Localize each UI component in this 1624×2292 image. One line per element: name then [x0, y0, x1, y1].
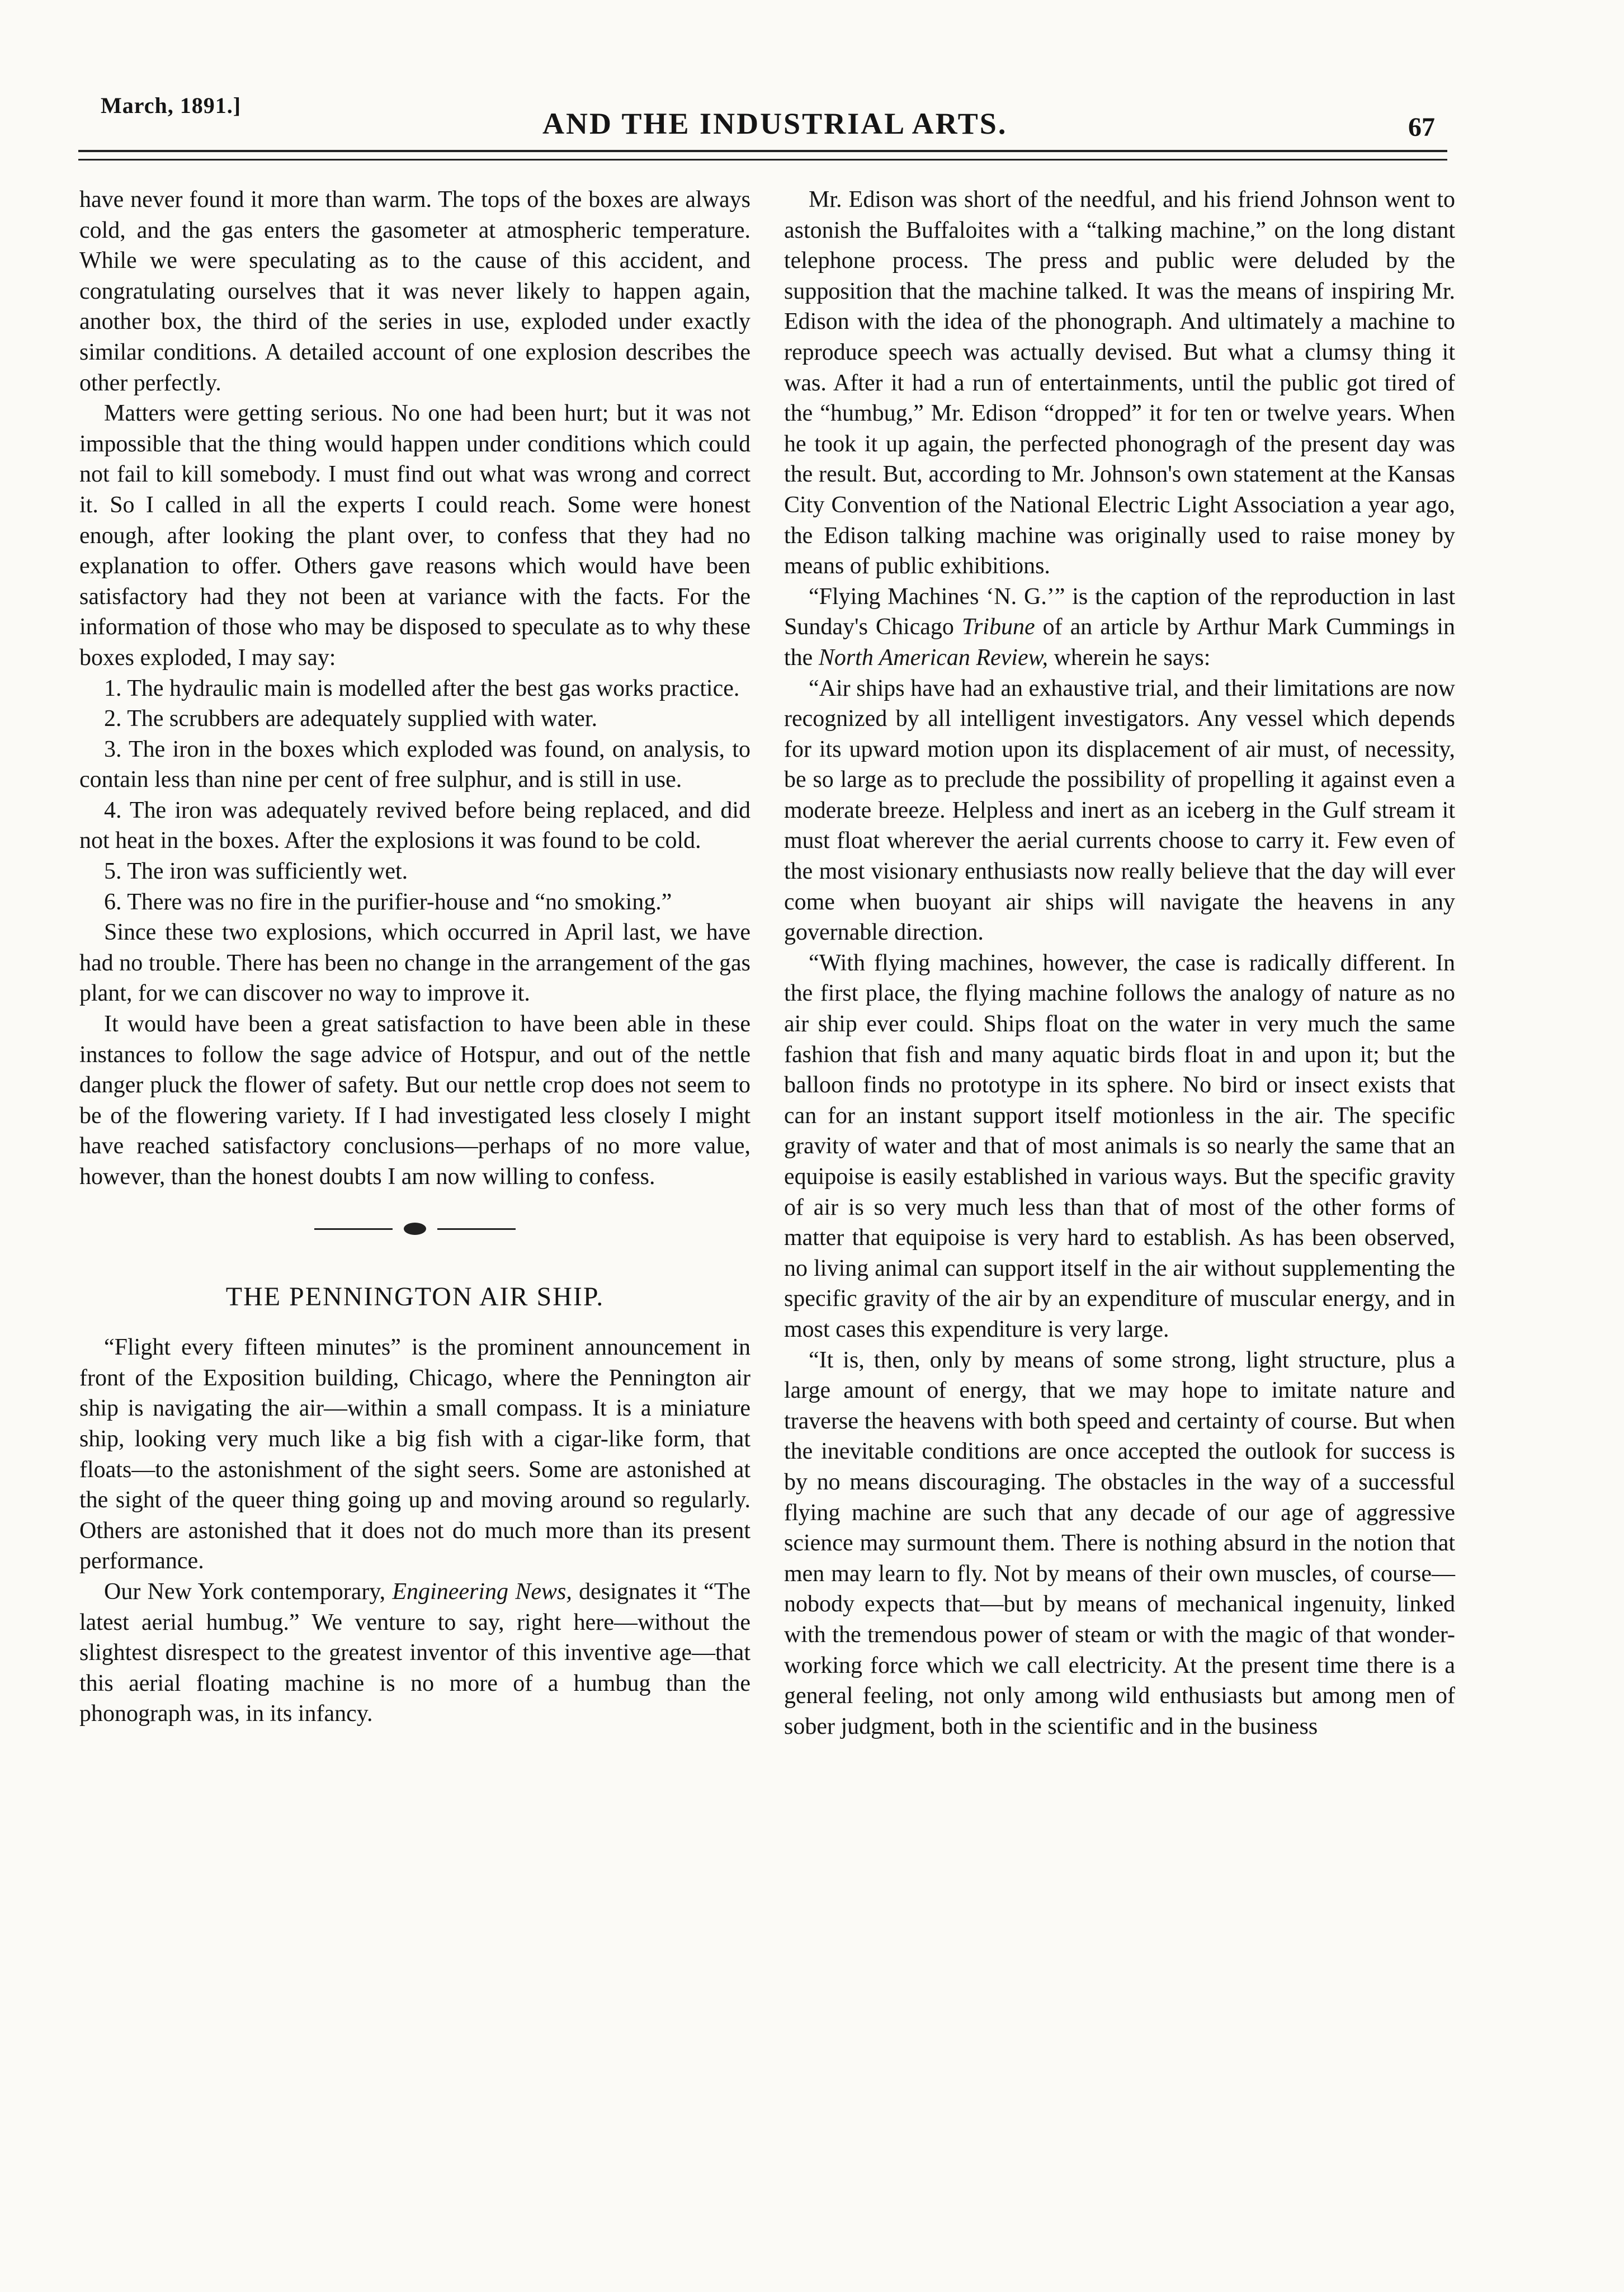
left-column: [79, 185, 750, 1729]
header-rule-top: [78, 150, 1447, 152]
list-item: 4. The iron was adequately revived before being replaced, and did not heat in the boxes. After the explosions it was found to be cold.: [79, 797, 750, 854]
article-title: THE PENNINGTON AIR SHIP.: [225, 1281, 605, 1312]
issue-date: March, 1891.]: [101, 93, 242, 118]
quoted-paragraph: “It is, then, only by means of some strong, light structure, plus a large amount of energy, that we may hope to imitate nature and traverse the heavens with both speed and certainty of course. But when the inevitable conditions are once accepted the outlook for success is by no means discouraging. The obstacles in the way of a successful flying machine are such that any decade of our age of aggressive science may surmount them. There is nothing absurd in the notion that men may learn to fly. Not by means of their own muscles, of course—nobody expects that—but by means of mechanical ingenuity, linked with the tremendous power of steam or with the magic of that wonder-working force which we call electricity. At the present time there is a general feeling, not only among wild enthusiasts but among men of sober judgment, both in the scientific and in the business: [784, 1347, 1455, 1739]
quoted-paragraph: “Air ships have had an exhaustive trial, and their limitations are now recognized by all intelligent investigators. Any vessel which depends for its upward motion upon its displacement of air must, of necessity, be so large as to preclude the possibility of propelling it against even a moderate breeze. Helpless and inert as an iceberg in the Gulf stream it must float wherever the aerial currents choose to carry it. Few even of the most visionary enthusiasts now really believe that the day will ever come when buoyant air ships will navigate the heavens in any governable direction.: [784, 675, 1455, 946]
publication-name: Tribune: [961, 614, 1035, 640]
list-item: 1. The hydraulic main is modelled after the best gas works practice.: [104, 675, 740, 701]
header-rule-bottom: [78, 159, 1447, 161]
right-column: [784, 185, 1455, 1742]
running-title: AND THE INDUSTRIAL ARTS.: [542, 107, 1008, 140]
publication-name: Engineering News,: [392, 1578, 572, 1605]
quoted-paragraph: “With flying machines, however, the case is radically different. In the first place, the flying machine follows the analogy of nature as no air ship ever could. Ships float on the water in very much the same fashion that fish and many aquatic birds float in and upon it; but the balloon finds no prototype in its sphere. No bird or insect exists that can for an instant support itself motionless in the air. The specific gravity of water and that of most animals is so nearly the same that an equipoise is easily established in various ways. But the specific gravity of air is so very much less than that of most of the other forms of matter that equipoise is very hard to establish. As has been observed, no living animal can support itself in the air without supplementing the specific gravity of the air by an expenditure of muscular energy, and in most cases this expenditure is very large.: [784, 950, 1455, 1342]
paragraph: Matters were getting serious. No one had been hurt; but it was not impossible that the thing would happen under conditions which could not fail to kill somebody. I must find out what was wrong and correct it. So I called in all the experts I could reach. Some were honest enough, after looking the plant over, to confess that they had no explanation to offer. Others gave reasons which would have been satisfactory had they not been at variance with the facts. For the information of those who may be disposed to speculate as to why these boxes exploded, I may say:: [79, 400, 750, 671]
paragraph: Our New York contemporary, Engineering News, designates it “The latest aerial humbug.” We venture to say, right here—without the slightest disrespect to the greatest inventor of this inventive age—that this aerial floating machine is no more of a humbug than the phonograph was, in its infancy.: [79, 1578, 751, 1727]
section-divider-ornament: [79, 1192, 750, 1276]
list-item: 6. There was no fire in the purifier-house and “no smoking.”: [104, 889, 672, 915]
list-item: 2. The scrubbers are adequately supplied with water.: [104, 706, 598, 732]
paragraph: Mr. Edison was short of the needful, and his friend Johnson went to astonish the Buffaloites with a “talking machine,” on the long distant telephone process. The press and public were deluded by the supposition that the machine talked. It was the means of inspiring Mr. Edison with the idea of the phonograph. And ultimately a machine to reproduce speech was actually devised. But what a clumsy thing it was. After it had a run of entertainments, until the public got tired of the “humbug,” Mr. Edison “dropped” it for ten or twelve years. When he took it up again, the perfected phonogragh of the present day was the result. But, according to Mr. Johnson's own statement at the Kansas City Convention of the National Electric Light Association a year ago, the Edison talking machine was originally used to raise money by means of public exhibitions.: [784, 187, 1455, 579]
paragraph: It would have been a great satisfaction to have been able in these instances to follow the sage advice of Hotspur, and out of the nettle danger pluck the flower of safety. But our nettle crop does not seem to be of the flowering variety. If I had investigated less closely I might have reached satisfactory conclusions—perhaps of no more value, however, than the honest doubts I am now willing to confess.: [79, 1011, 750, 1190]
page-header: [0, 0, 1624, 162]
paragraph: “Flying Machines ‘N. G.’” is the caption of the reproduction in last Sunday's Chicago Tribune of an article by Arthur Mark Cummings in the North American Review, wherein he says:: [784, 583, 1455, 671]
paragraph: Since these two explosions, which occurred in April last, we have had no trouble. There has been no change in the arrangement of the gas plant, for we can discover no way to improve it.: [79, 919, 750, 1007]
paragraph: have never found it more than warm. The tops of the boxes are always cold, and the gas enters the gasometer at atmospheric temperature. While we were speculating as to the cause of this accident, and congratulating ourselves that it was never likely to happen again, another box, the third of the series in use, exploded under exactly similar conditions. A detailed account of one explosion describes the other perfectly.: [79, 187, 750, 396]
publication-name: North American Review,: [818, 644, 1049, 671]
list-item: 3. The iron in the boxes which exploded was found, on analysis, to contain less than nine per cent of free sulphur, and is still in use.: [79, 736, 750, 793]
list-item: 5. The iron was sufficiently wet.: [104, 859, 408, 885]
paragraph: “Flight every fifteen minutes” is the prominent announcement in front of the Exposition building, Chicago, where the Pennington air ship is navigating the air—within a small compass. It is a miniature ship, looking very much like a big fish with a cigar-like form, that floats—to the astonishment of the sight seers. Some are astonished at the sight of the queer thing going up and moving around so regularly. Others are astonished that it does not do much more than its present performance.: [79, 1334, 750, 1574]
page-number: 67: [1408, 112, 1435, 142]
